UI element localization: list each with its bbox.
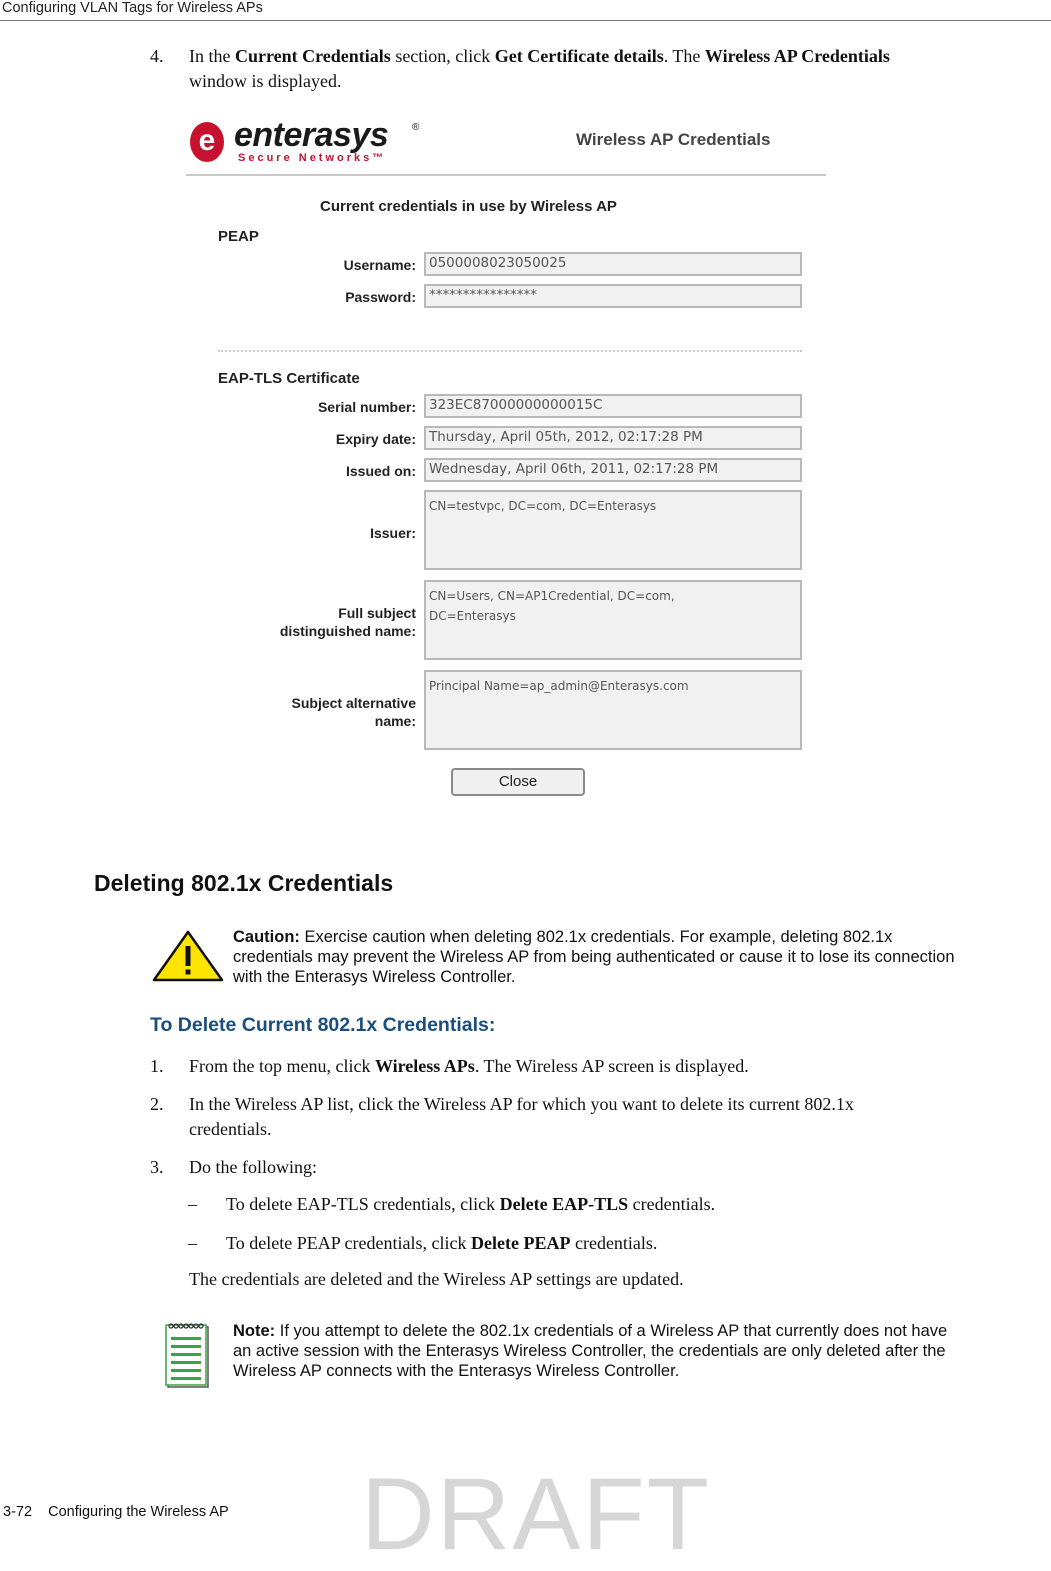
procedure-heading: To Delete Current 802.1x Credentials: (150, 1014, 496, 1036)
step-number: 4. (150, 46, 164, 66)
username-label: Username: (343, 257, 416, 273)
page-footer: 3-72 Configuring the Wireless AP (3, 1504, 229, 1520)
credentials-window-figure (186, 112, 826, 818)
full-subject-field: CN=Users, CN=AP1Credential, DC=com, DC=Enterasys (424, 580, 802, 660)
note-icon (164, 1321, 212, 1391)
step-bold: Wireless AP Credentials (704, 46, 890, 66)
username-field: 0500008023050025 (424, 252, 802, 276)
step-text: . The (663, 46, 705, 66)
logo-registered-mark: ® (412, 122, 420, 133)
window-title: Wireless AP Credentials (576, 130, 771, 149)
running-header: Configuring VLAN Tags for Wireless APs (2, 0, 263, 16)
dash-bullet: – (188, 1194, 197, 1214)
enterasys-logo-icon: e (190, 122, 224, 162)
header-rule (0, 20, 1051, 21)
caution-icon (150, 928, 226, 986)
result-text: The credentials are deleted and the Wireless AP settings are updated. (189, 1269, 684, 1289)
logo-wordmark: enterasys (234, 116, 389, 154)
step-text: In the (189, 46, 235, 66)
note-label: Note: (233, 1322, 276, 1340)
section-divider (218, 350, 802, 352)
window-header (186, 112, 826, 176)
step-text: section, click (390, 46, 495, 66)
step-bold: Wireless APs (374, 1056, 475, 1076)
caution-text: Caution: Exercise caution when deleting 802.1x credentials. For example, deleting 802.1x credentials may prevent the Wireless AP from being authenticated or cause it to lose its connection with the Enterasys Wireless Controller. (233, 928, 955, 986)
subject-alternative-field: Principal Name=ap_admin@Enterasys.com (424, 670, 802, 750)
issuer-field: CN=testvpc, DC=com, DC=Enterasys (424, 490, 802, 570)
step-bold: Get Certificate details (494, 46, 664, 66)
peap-section-label: PEAP (218, 228, 259, 245)
step-text: window is displayed. (189, 71, 342, 91)
step-bold: Delete EAP-TLS (499, 1194, 629, 1214)
draft-watermark: DRAFT (361, 1457, 711, 1571)
eaptls-section-label: EAP-TLS Certificate (218, 370, 360, 387)
issued-on-label: Issued on: (345, 463, 416, 479)
step-number: 1. (150, 1056, 164, 1076)
dash-bullet: – (188, 1233, 197, 1253)
step-bold: Current Credentials (234, 46, 391, 66)
serial-number-label: Serial number: (317, 399, 416, 415)
expiry-date-field: Thursday, April 05th, 2012, 02:17:28 PM (424, 426, 802, 450)
full-subject-label: Full subject distinguished name: (279, 605, 416, 639)
subject-alternative-label: Subject alternative name: (291, 695, 416, 729)
expiry-date-label: Expiry date: (335, 431, 416, 447)
close-button[interactable]: Close (451, 768, 585, 796)
password-label: Password: (345, 289, 416, 305)
logo-tagline: Secure Networks™ (238, 152, 387, 164)
serial-number-field: 323EC87000000000015C (424, 394, 802, 418)
issuer-label: Issuer: (370, 525, 416, 541)
window-subtitle: Current credentials in use by Wireless AP (320, 198, 617, 215)
issued-on-field: Wednesday, April 06th, 2011, 02:17:28 PM (424, 458, 802, 482)
password-field: **************** (424, 284, 802, 308)
step-number: 3. (150, 1157, 164, 1177)
note-text: Note: If you attempt to delete the 802.1x credentials of a Wireless AP that currently does not have an active session with the Enterasys Wireless Controller, the credentials are only deleted after the Wireless AP connects with the Enterasys Wireless Controller. (233, 1322, 948, 1380)
section-heading: Deleting 802.1x Credentials (94, 870, 394, 896)
step-bold: Delete PEAP (471, 1233, 571, 1253)
step-number: 2. (150, 1094, 164, 1114)
caution-label: Caution: (233, 928, 300, 946)
